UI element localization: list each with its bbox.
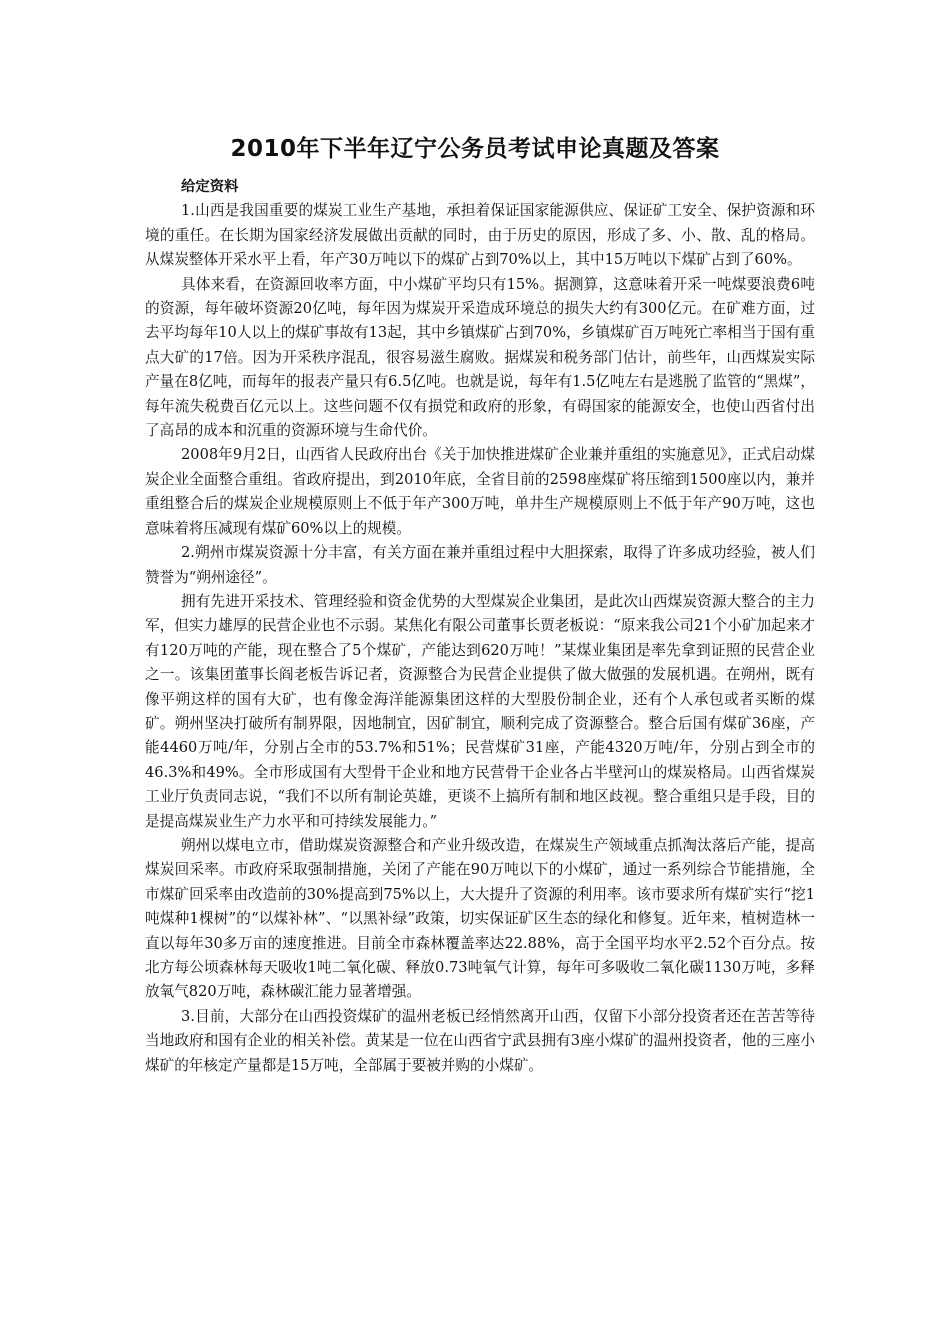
paragraph-1: 1.山西是我国重要的煤炭工业生产基地，承担着保证国家能源供应、保证矿工安全、保护资源和环境的重任。在长期为国家经济发展做出贡献的同时，由于历史的原因，形成了多、小、散、乱的格局。从煤炭整体开采水平上看，年产30万吨以下的煤矿占到70%以上，其中15万吨以下煤矿占到了60%。: [145, 202, 815, 269]
paragraph-5: 拥有先进开采技术、管理经验和资金优势的大型煤炭企业集团，是此次山西煤炭资源大整合的主力军，但实力雄厚的民营企业也不示弱。某焦化有限公司董事长贾老板说：“原来我公司21个小矿加起来才有120万吨的产能，现在整合了5个煤矿，产能达到620万吨！”某煤业集团是率先拿到证照的民营企业之一。该集团董事长阎老板告诉记者，资源整合为民营企业提供了做大做强的发展机遇。在朔州，既有像平朔这样的国有大矿，也有像金海洋能源集团这样的大型股份制企业，还有个人承包或者买断的煤矿。朔州坚决打破所有制界限，因地制宜，因矿制宜，顺利完成了资源整合。整合后国有煤矿36座，产能4460万吨/年，分别占全市的53.7%和51%；民营煤矿31座，产能4320万吨/年，分别占到全市的46.3%和49%。全市形成国有大型骨干企业和地方民营骨干企业各占半壁河山的煤炭格局。山西省煤炭工业厅负责同志说，“我们不以所有制论英雄，更谈不上搞所有制和地区歧视。整合重组只是手段，目的是提高煤炭业生产力水平和可持续发展能力。”: [145, 592, 815, 830]
document-title: 2010年下半年辽宁公务员考试申论真题及答案: [230, 136, 720, 162]
paragraph-7: 3.目前，大部分在山西投资煤矿的温州老板已经悄然离开山西，仅留下小部分投资者还在苦苦等待当地政府和国有企业的相关补偿。黄某是一位在山西省宁武县拥有3座小煤矿的温州投资者，他的三座小煤矿的年核定产量都是15万吨，全部属于要被并购的小煤矿。: [145, 1007, 815, 1074]
paragraph-3: 2008年9月2日，山西省人民政府出台《关于加快推进煤矿企业兼并重组的实施意见》，正式启动煤炭企业全面整合重组。省政府提出，到2010年底，全省目前的2598座煤矿将压缩到1500座以内，兼并重组整合后的煤炭企业规模原则上不低于年产300万吨，单井生产规模原则上不低于年产90万吨，这也意味着将压减现有煤矿60%以上的规模。: [145, 446, 815, 537]
paragraph-2: 具体来看，在资源回收率方面，中小煤矿平均只有15%。据测算，这意味着开采一吨煤要浪费6吨的资源，每年破坏资源20亿吨，每年因为煤炭开采造成环境总的损失大约有300亿元。在矿难方面，过去平均每年10人以上的煤矿事故有13起，其中乡镇煤矿占到70%，乡镇煤矿百万吨死亡率相当于国有重点大矿的17倍。因为开采秩序混乱，很容易滋生腐败。据煤炭和税务部门估计，前些年，山西煤炭实际产量在8亿吨，而每年的报表产量只有6.5亿吨。也就是说，每年有1.5亿吨左右是逃脱了监管的“黑煤”，每年流失税费百亿元以上。这些问题不仅有损党和政府的形象，有碍国家的能源安全，也使山西省付出了高昂的成本和沉重的资源环境与生命代价。: [145, 275, 815, 440]
section-label: 给定资料: [181, 179, 239, 195]
document-body: [145, 175, 815, 1078]
paragraph-6: 朔州以煤电立市，借助煤炭资源整合和产业升级改造，在煤炭生产领域重点抓淘汰落后产能，提高煤炭回采率。市政府采取强制措施，关闭了产能在90万吨以下的小煤矿，通过一系列综合节能措施，全市煤矿回采率由改造前的30%提高到75%以上，大大提升了资源的利用率。该市要求所有煤矿实行“挖1吨煤种1棵树”的“以煤补林”、“以黑补绿”政策，切实保证矿区生态的绿化和修复。近年来，植树造林一直以每年30多万亩的速度推进。目前全市森林覆盖率达22.88%，高于全国平均水平2.52个百分点。按北方每公顷森林每天吸收1吨二氧化碳、释放0.73吨氧气计算，每年可多吸收二氧化碳1130万吨，多释放氧气820万吨，森林碳汇能力显著增强。: [145, 836, 815, 1001]
paragraph-4: 2.朔州市煤炭资源十分丰富，有关方面在兼并重组过程中大胆探索，取得了许多成功经验，被人们赞誉为“朔州途径”。: [145, 544, 815, 586]
